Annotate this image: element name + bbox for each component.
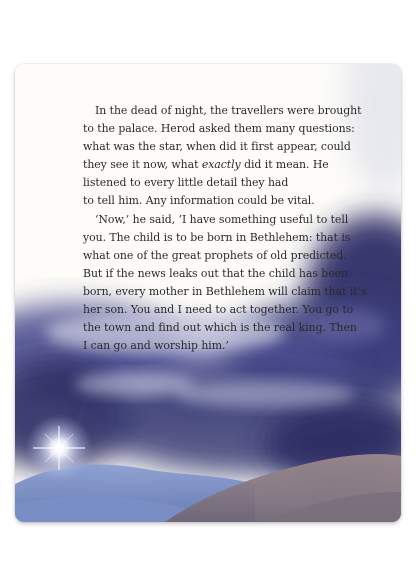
story-line: In the dead of night, the travellers were brought [95,104,362,117]
story-line: listened to every little detail they had [83,176,289,190]
emphasized-word: exactly [201,158,241,172]
story-line: you. The child is to be born in Bethlehem: that is [83,230,351,244]
story-line: what was the star, when did it first appear, could [83,140,351,154]
story-line: I can go and worship him.’ [83,339,229,353]
book-page [15,64,401,522]
story-line: what one of the great prophets of old predicted. [83,248,347,262]
story-line: her son. You and I need to act together. You go to [83,303,354,317]
story-line-segment: they see it now, what [83,158,202,172]
story-line: to tell him. Any information could be vital. [83,194,315,208]
story-line: born, every mother in Bethlehem will claim that it’s [83,284,367,298]
story-line [83,156,363,174]
story-text [83,102,367,355]
star-glow-icon [25,414,93,482]
story-line: But if the news leaks out that the child has been [83,266,348,280]
story-line: ‘Now,’ he said, ‘I have something useful to tell [95,212,349,226]
story-line-segment: did it mean. He [240,158,329,172]
story-line: the town and find out which is the real king. Then [83,321,357,335]
story-line: to the palace. Herod asked them many questions: [83,122,355,136]
